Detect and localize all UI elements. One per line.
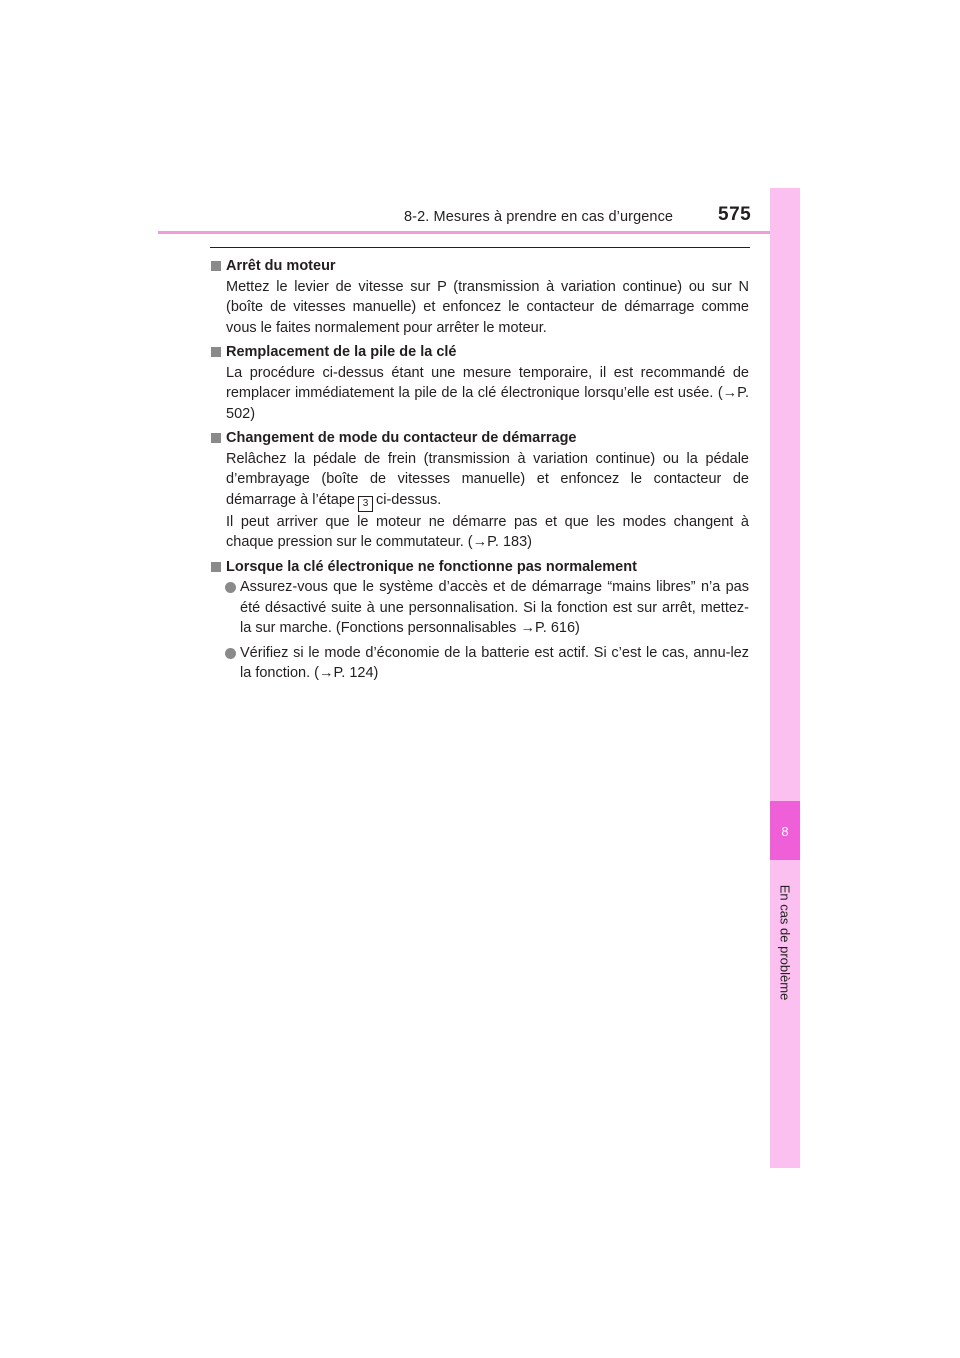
chapter-tab-strip	[770, 188, 800, 1168]
section-heading	[211, 342, 749, 363]
paragraph	[211, 449, 749, 512]
section-heading	[211, 256, 749, 277]
step-number-badge: 3	[358, 496, 373, 512]
paragraph: La procédure ci-dessus étant une mesure temporaire, il est recommandé de remplacer immédiatement la pile de la clé électronique lorsqu’elle est usée. (→P. 502)	[226, 364, 749, 422]
header-divider	[158, 231, 799, 234]
chapter-title: En cas de problème	[777, 884, 793, 1001]
square-bullet-icon	[211, 347, 221, 357]
section-heading	[211, 557, 749, 578]
section-key-malfunction	[211, 557, 749, 684]
square-bullet-icon	[211, 261, 221, 271]
section-switch-mode	[211, 428, 749, 553]
paragraph: Mettez le levier de vitesse sur P (transmission à variation continue) ou sur N (boîte de vitesses manuelle) et enfoncez le contacteur de démarrage comme vous le faites normalement pour arrêter le moteur.	[226, 278, 749, 336]
section-key-battery	[211, 342, 749, 424]
circle-bullet-icon	[225, 582, 236, 593]
section-engine-stop	[211, 256, 749, 338]
list-item	[211, 643, 749, 684]
heading-text: Remplacement de la pile de la clé	[226, 344, 457, 360]
page-number: 575	[718, 204, 752, 225]
square-bullet-icon	[211, 562, 221, 572]
paragraph: Il peut arriver que le moteur ne démarre pas et que les modes changent à chaque pression sur le commutateur. (→P. 183)	[226, 513, 749, 550]
section-title: 8-2. Mesures à prendre en cas d’urgence	[404, 209, 674, 225]
list-item-text: Assurez-vous que le système d’accès et de démarrage “mains libres” n’a pas été désactivé suite à une personnalisation. Si la fonction est sur arrêt, mettez-la sur marche. (Fonctions personnalisables →P. 616)	[240, 579, 749, 636]
heading-text: Arrêt du moteur	[226, 258, 336, 274]
paragraph-text: Relâchez la pédale de frein (transmission à variation continue) ou la pédale d’embrayage (boîte de vitesses manuelle) et enfoncez le contacteur de démarrage à l’étape	[226, 450, 749, 508]
heading-text: Changement de mode du contacteur de démarrage	[226, 430, 577, 446]
square-bullet-icon	[211, 433, 221, 443]
paragraph-text: ci-dessus.	[375, 491, 442, 508]
list-item-text: Vérifiez si le mode d’économie de la batterie est actif. Si c’est le cas, annu-lez la fonction. (→P. 124)	[240, 644, 749, 681]
circle-bullet-icon	[225, 648, 236, 659]
page-content	[211, 256, 749, 688]
chapter-number: 8	[781, 824, 789, 839]
content-divider	[210, 247, 750, 248]
heading-text: Lorsque la clé électronique ne fonctionne pas normalement	[226, 558, 637, 575]
section-heading	[211, 428, 749, 449]
list-item	[211, 577, 749, 639]
